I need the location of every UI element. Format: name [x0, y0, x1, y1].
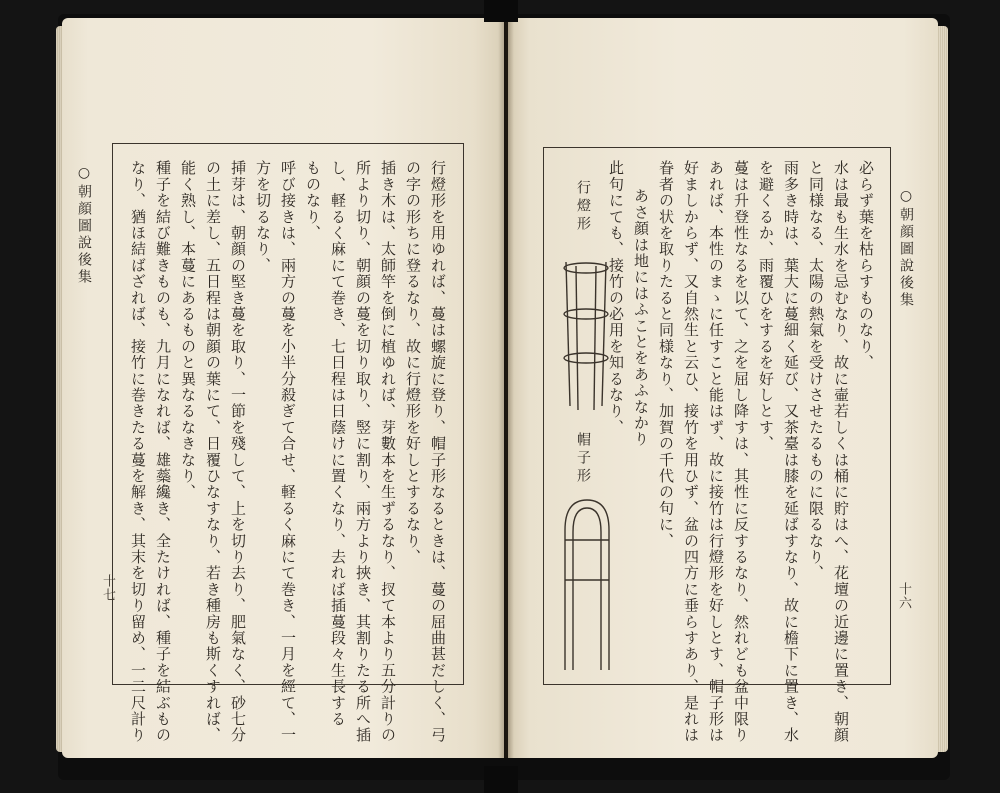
right-running-header: ○朝顔圖說後集 [898, 188, 914, 309]
right-folio: 十六 [896, 582, 911, 610]
text-column: 挿芽は、朝顔の堅き蔓を取り、一節を殘して、上を切り去り、肥氣なく、砂七分 [229, 160, 247, 744]
text-column: の字の形ちに登るなり、故に行燈形を好しとするなり、 [404, 160, 422, 565]
boshi-frame-label: 帽子形 [575, 432, 591, 486]
left-running-header: ○朝顔圖說後集 [76, 165, 92, 286]
text-column: 插き木は、太師竿を倒に植ゆれば、芽數本を生ずるなり、扠て本より五分計りの [379, 160, 397, 744]
text-column: 雨多き時は、葉大に蔓細く延び、又茶臺は膝を延ばすなり、故に檐下に置き、水 [782, 160, 800, 744]
text-column: あさ顔は地にはふことをあふなかり [632, 188, 650, 448]
text-column: 好ましからず、又自然生と云ひ、接竹を用ひず、盆の四方に垂らすあり、是れは [682, 160, 700, 744]
text-column: と同様なる、太陽の熱氣を受けさせたるものに限るなり、 [807, 160, 825, 582]
text-column: を避くるか、雨覆ひをするを好しとす、 [757, 160, 775, 452]
left-folio: 十七 [100, 574, 115, 602]
text-column: 眷者の状を取りたると同様なり、加賀の千代の句に、 [657, 160, 675, 549]
text-column: し、軽るく麻にて巻き、七日程は日蔭けに置くなり、去れば插蔓段々生長する [329, 160, 347, 727]
text-column: 所より切り、朝顔の蔓を切り取り、竪に割り、兩方より挾き、其割りたる所へ插 [354, 160, 372, 744]
text-column: 蔓は升登性なるを以て、之を屈し降すは、其性に反するなり、然れども盆中限り [732, 160, 750, 744]
text-column: あれば、本性のまゝに任すこと能はず、故に接竹は行燈形を好しとす、帽子形は [707, 160, 725, 744]
andon-frame-label: 行燈形 [575, 180, 591, 234]
text-column: 此句にても、接竹の必用を知るなり、 [607, 160, 625, 436]
binding-strap-bottom [484, 766, 518, 793]
text-column: 行燈形を用ゆれば、蔓は螺旋に登り、帽子形なるときは、蔓の屈曲甚だしく、弓 [429, 160, 447, 744]
book-gutter [498, 18, 514, 758]
andon-trellis-illustration [556, 256, 616, 416]
text-column: 方を切るなり、 [254, 160, 272, 274]
boshi-trellis-illustration [555, 494, 619, 674]
text-column: 能く熟し、本蔓にあるものと異なるなきなり、 [179, 160, 197, 501]
text-column: 呼び接きは、兩方の蔓を小半分殺ぎて合せ、軽るく麻にて巻き、一月を經て、一 [279, 160, 297, 744]
text-column: 種子を結び難きものも、九月になれば、雄蘂纔き、全たければ、種子を結ぶもの [154, 160, 172, 744]
text-column: 必らず葉を枯らすものなり、 [857, 160, 875, 371]
text-column: 水は最も生水を忌むなり、故に壷若しくは桶に貯はへ、花壇の近邊に置き、朝顔 [832, 160, 850, 744]
text-column: の土に差し、五日程は朝顔の葉にて、日覆ひなすなり、若き種房も斯くすれば、 [204, 160, 222, 744]
text-column: ものなり、 [304, 160, 322, 241]
binding-strap-top [484, 0, 518, 22]
text-column: なり、猶ほ結ばざれば、接竹に巻きたる蔓を解き、其末を切り留め、一二尺計り [129, 160, 147, 744]
